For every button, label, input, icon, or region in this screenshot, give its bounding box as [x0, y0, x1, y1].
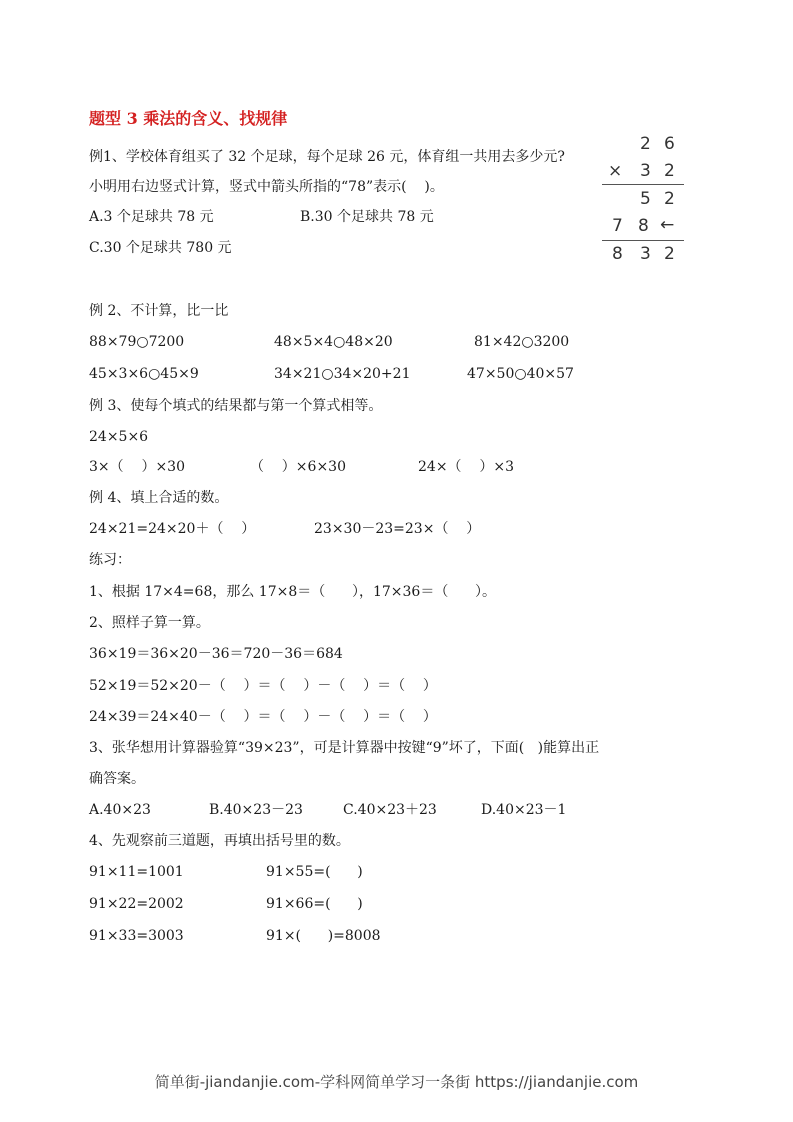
q3-option: C.40×23＋23: [343, 802, 437, 818]
section-title: 题型 3 乘法的含义、找规律: [89, 109, 288, 128]
compare-item: 48×5×4○48×20: [274, 334, 393, 350]
ex1-option-b: B.30 个足球共 78 元: [300, 209, 434, 225]
digit: 6: [664, 134, 675, 154]
q3-option: D.40×23－1: [481, 802, 567, 818]
ex1-line1: 例1、学校体育组买了 32 个足球，每个足球 26 元，体育组一共用去多少元?: [89, 149, 565, 165]
compare-item: 45×3×6○45×9: [89, 366, 199, 382]
q3-option: A.40×23: [89, 802, 151, 818]
digit: 2: [664, 161, 675, 181]
digit: 8: [638, 216, 649, 236]
digit: 3: [640, 244, 651, 264]
q4-example: 91×11=1001: [89, 864, 184, 880]
compare-item: 81×42○3200: [474, 334, 570, 350]
q4-blank: 91×55=( ): [266, 864, 363, 880]
fill-blank-item: 3×（ ）×30: [89, 459, 185, 475]
ex3-expression: 24×5×6: [89, 429, 149, 445]
compare-item: 88×79○7200: [89, 334, 185, 350]
fill-blank-item: 23×30－23=23×（ ）: [314, 521, 481, 537]
q4-example: 91×22=2002: [89, 896, 184, 912]
practice-q2-line: 24×39＝24×40－（ ）＝（ ）－（ ）＝（ ）: [89, 709, 437, 725]
ex1-option-a: A.3 个足球共 78 元: [89, 209, 214, 225]
digit: 5: [640, 189, 651, 209]
page-footer: 简单街-jiandanjie.com-学科网简单学习一条街 https://jiandanjie.com: [154, 1073, 639, 1091]
digit: 7: [612, 216, 623, 236]
practice-q4-heading: 4、先观察前三道题，再填出括号里的数。: [89, 833, 350, 849]
practice-q1: 1、根据 17×4=68，那么 17×8＝（ ），17×36＝（ ）。: [89, 584, 497, 600]
practice-q2-line: 52×19＝52×20－（ ）＝（ ）－（ ）＝（ ）: [89, 678, 437, 694]
digit: 8: [612, 244, 623, 264]
fill-blank-item: 24×21=24×20＋（ ）: [89, 521, 256, 537]
q4-blank: 91×( )=8008: [266, 928, 381, 944]
ex2-heading: 例 2、不计算，比一比: [89, 303, 229, 319]
practice-q3-line2: 确答案。: [89, 771, 145, 787]
multiply-sign: ×: [608, 161, 623, 181]
digit: 2: [664, 244, 675, 264]
q4-example: 91×33=3003: [89, 928, 184, 944]
q3-option: B.40×23－23: [209, 802, 303, 818]
vertical-multiplication: [600, 130, 684, 265]
digit: 2: [640, 134, 651, 154]
rule-line: [602, 240, 684, 241]
practice-q2-example: 36×19＝36×20－36＝720－36＝684: [89, 646, 343, 662]
compare-item: 34×21○34×20+21: [274, 366, 411, 382]
compare-item: 47×50○40×57: [467, 366, 574, 382]
practice-q2-heading: 2、照样子算一算。: [89, 615, 210, 631]
digit: 2: [664, 189, 675, 209]
practice-heading: 练习：: [89, 552, 131, 568]
arrow-left-icon: ←: [660, 215, 675, 235]
rule-line: [602, 184, 684, 185]
digit: 3: [640, 161, 651, 181]
fill-blank-item: （ ）×6×30: [250, 459, 346, 475]
ex4-heading: 例 4、填上合适的数。: [89, 490, 229, 506]
practice-q3-line1: 3、张华想用计算器验算“39×23”，可是计算器中按键“9”坏了，下面( )能算出正: [89, 740, 600, 756]
ex3-heading: 例 3、使每个填式的结果都与第一个算式相等。: [89, 398, 383, 414]
fill-blank-item: 24×（ ）×3: [418, 459, 514, 475]
ex1-line2: 小明用右边竖式计算，竖式中箭头所指的“78”表示( )。: [89, 179, 444, 195]
ex1-option-c: C.30 个足球共 780 元: [89, 240, 232, 256]
q4-blank: 91×66=( ): [266, 896, 363, 912]
